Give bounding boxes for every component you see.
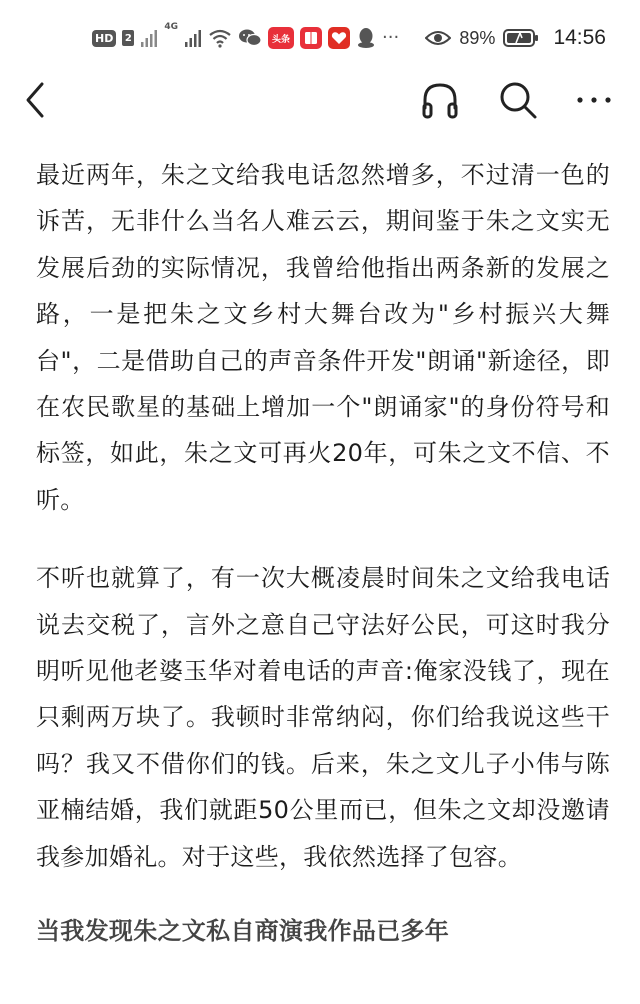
wechat-icon [238,28,262,48]
status-right-group [425,24,606,52]
wifi-icon [208,28,232,48]
pinduoduo-icon [328,27,350,49]
article-paragraph-1: 最近两年，朱之文给我电话忽然增多，不过清一色的诉苦，无非什么当名人难云云，期间鉴于朱之文实无发展后劲的实际情况，我曾给他指出两条新的发展之路，一是把朱之文乡村大舞台改为"乡村振兴大舞台"，二是借助自己的声音条件开发"朗诵"新途径，即在农民歌星的基础上增加一个"朗诵家"的身份符号和标签，如此，朱之文可再火20年，可朱之文不信、不听。 [36,161,610,514]
article-body [36,152,610,954]
book-app-icon [300,27,322,49]
battery-icon [503,28,539,48]
sim-badge: 2 [122,30,134,46]
back-arrow-icon[interactable] [18,80,54,120]
eye-icon [425,29,451,47]
hd-badge: HD [92,30,116,47]
clock-time: 14:56 [553,26,606,49]
status-bar [0,0,640,72]
qq-icon [356,27,376,49]
headphone-icon[interactable] [418,78,462,122]
top-nav-bar [0,72,640,128]
signal-icon [140,28,158,48]
status-left-group [92,24,399,52]
signal-icon-2 [184,28,202,48]
battery-percent: 89% [459,27,496,48]
article-subheading: 当我发现朱之文私自商演我作品已多年 [36,917,450,946]
more-notifications-icon: ··· [382,27,400,48]
more-icon[interactable] [572,78,616,122]
search-icon[interactable] [496,78,540,122]
network-type-label: 4G [164,22,178,32]
toutiao-icon: 头条 [268,27,294,49]
article-paragraph-2: 不听也就算了，有一次大概凌晨时间朱之文给我电话说去交税了，言外之意自己守法好公民，可这时我分明听见他老婆玉华对着电话的声音:俺家没钱了，现在只剩两万块了。我顿时非常纳闷，你们给我说这些干吗？我又不借你们的钱。后来，朱之文儿子小伟与陈亚楠结婚，我们就距50公里而已，但朱之文却没邀请我参加婚礼。对于这些，我依然选择了包容。 [36,564,610,871]
